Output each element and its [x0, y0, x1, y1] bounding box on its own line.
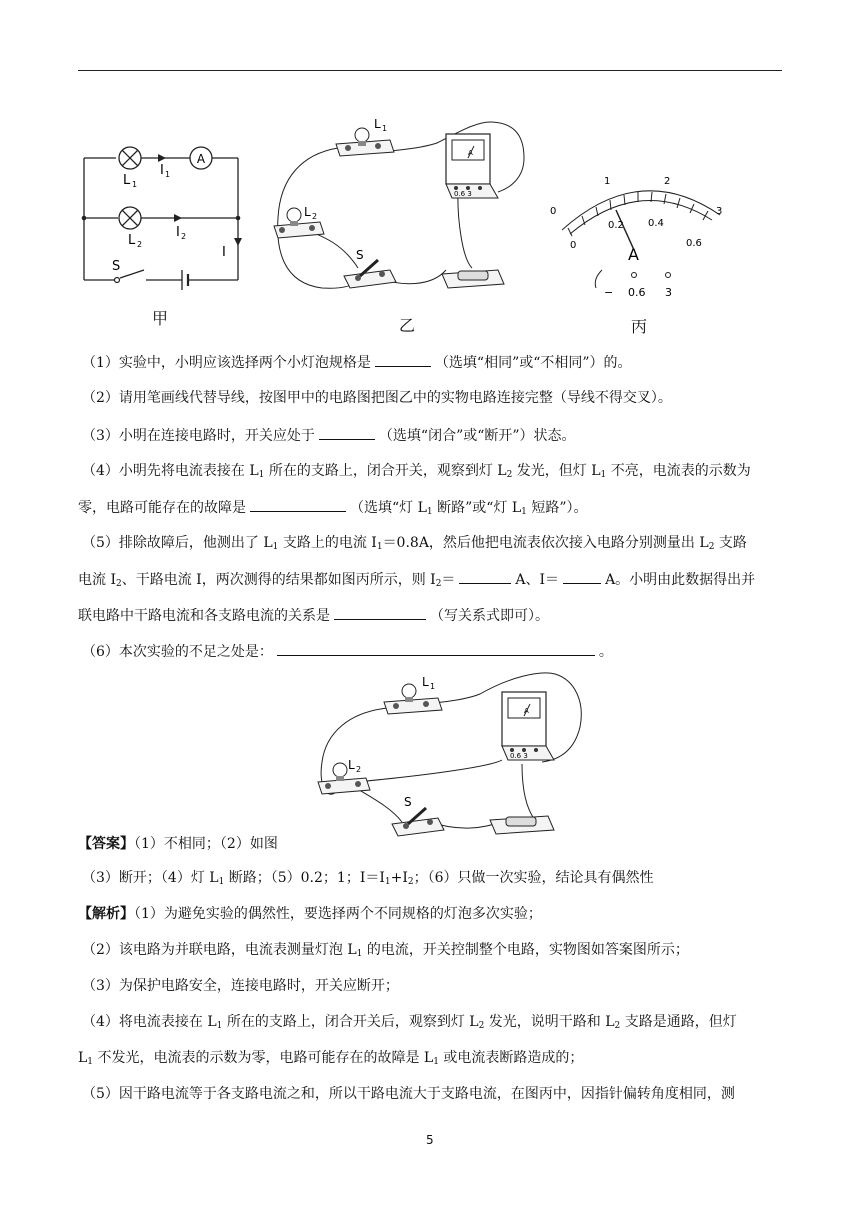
minus-terminal: − — [604, 286, 614, 299]
bottom-scale-0-2: 0.2 — [608, 220, 624, 231]
switch-label: S — [404, 795, 412, 809]
answer-blank[interactable] — [277, 641, 595, 656]
switch-label: S — [356, 248, 364, 262]
question-4-line-2: 零，电路可能存在的故障是 （选填“灯 $L_1$ 断路”或“灯 $L_1$ 短路”）。 — [78, 497, 588, 518]
answer-blank[interactable] — [250, 497, 346, 512]
question-4-line-1: （4）小明先将电流表接在 $L_1$ 所在的支路上，闭合开关，观察到灯 $L_2$ 发光，但灯 $L_1$ 不亮，电流表的示数为 — [82, 463, 751, 480]
bottom-scale-0-4: 0.4 — [648, 218, 664, 229]
figure-yi-caption: 乙 — [399, 316, 416, 335]
l2-sub: 2 — [356, 765, 362, 774]
figure-bing-ammeter-dial — [540, 170, 740, 310]
i2-sub: 2 — [181, 232, 187, 241]
terminal-3: 3 — [665, 286, 672, 299]
l2-sub: 2 — [137, 240, 143, 249]
analysis-tag: 【解析】 — [78, 906, 134, 922]
l1-label: L — [422, 675, 429, 689]
l1-sub: 1 — [382, 124, 388, 133]
analysis-line-4: （4）将电流表接在 $L_1$ 所在的支路上，闭合开关后，观察到灯 $L_2$ 发光，说明干路和 $L_2$ 支路是通路，但灯 — [82, 1014, 737, 1031]
figure-bing-caption: 丙 — [631, 317, 648, 336]
answer-blank[interactable] — [334, 605, 426, 620]
bottom-scale-0-6: 0.6 — [686, 238, 702, 249]
i2-label: I — [176, 225, 180, 240]
ammeter-label: A — [196, 152, 206, 166]
question-6: （6）本次实验的不足之处是： 。 — [82, 641, 613, 662]
question-5-line-1: （5）排除故障后，他测出了 $L_1$ 支路上的电流 $I_1=0.8A$，然后他把电流表依次接入电路分别测量出 $L_2$ 支路 — [82, 535, 747, 552]
answer-tag: 【答案】 — [78, 836, 134, 852]
i-label: I — [222, 245, 226, 260]
analysis-line-3: （3）为保护电路安全，连接电路时，开关应断开； — [82, 978, 399, 994]
figure-yi-physical-circuit — [262, 118, 532, 303]
unit-label: A — [628, 245, 639, 264]
analysis-line-5: $L_1$ 不发光，电流表的示数为零，电路可能存在的故障是 $L_1$ 或电流表断路造成的； — [78, 1050, 584, 1067]
l1-label: L — [374, 117, 381, 131]
l2-label: L — [348, 758, 355, 772]
top-scale-1: 1 — [604, 176, 611, 187]
figure-jia-circuit-diagram — [78, 140, 258, 300]
ammeter-scale: 0.6 3 — [510, 752, 528, 760]
l1-label: L — [123, 173, 131, 188]
analysis-line-1: 【解析】（1）为避免实验的偶然性，要选择两个不同规格的灯泡多次实验； — [78, 906, 542, 922]
l2-label: L — [304, 205, 311, 219]
bottom-scale-0: 0 — [570, 240, 577, 251]
analysis-line-6: （5）因干路电流等于各支路电流之和，所以干路电流大于支路电流，在图丙中，因指针偏转角度相同，测 — [82, 1086, 735, 1102]
question-5-line-3: 联电路中干路电流和各支路电流的关系是 （写关系式即可）。 — [78, 605, 549, 626]
top-scale-2: 2 — [664, 176, 671, 187]
ammeter-label: A — [468, 149, 473, 157]
switch-label: S — [112, 259, 121, 274]
i1-label: I — [160, 163, 164, 178]
header-rule — [78, 70, 782, 71]
ammeter-label: A — [524, 707, 529, 715]
l2-sub: 2 — [312, 212, 318, 221]
ammeter-scale: 0.6 3 — [454, 190, 472, 198]
question-5-line-2: 电流 $I_2$、干路电流 I，两次测得的结果都如图丙所示，则 $I_2= A$、I＝ A。小明由此数据得出并 — [78, 569, 755, 590]
i1-sub: 1 — [165, 170, 171, 179]
answer-blank[interactable] — [319, 425, 375, 440]
top-scale-0: 0 — [550, 206, 557, 217]
answer-blank[interactable] — [563, 569, 601, 584]
l1-sub: 1 — [430, 682, 436, 691]
question-2: （2）请用笔画线代替导线，按图甲中的电路图把图乙中的实物电路连接完整（导线不得交叉）。 — [82, 390, 672, 406]
question-3: （3）小明在连接电路时，开关应处于 （选填“闭合”或“断开”）状态。 — [82, 425, 576, 446]
top-scale-3: 3 — [716, 206, 723, 217]
terminal-0-6: 0.6 — [628, 286, 646, 299]
answer-line-1: 【答案】（1）不相同；（2）如图 — [78, 836, 278, 852]
page-number: 5 — [426, 1133, 434, 1147]
figure-jia-caption: 甲 — [152, 309, 169, 328]
question-1: （1）实验中，小明应该选择两个小灯泡规格是 （选填“相同”或“不相同”）的。 — [82, 352, 632, 373]
answer-figure-physical-circuit — [310, 672, 590, 842]
answer-blank[interactable] — [459, 569, 511, 584]
l1-sub: 1 — [132, 180, 138, 189]
analysis-line-2: （2）该电路为并联电路，电流表测量灯泡 $L_1$ 的电流，开关控制整个电路，实物图如答案图所示； — [82, 942, 689, 959]
answer-blank[interactable] — [375, 352, 431, 367]
answer-line-2: （3）断开；（4）灯 $L_1$ 断路；（5）0.2；1；$I=I_1+I_2$；（6）只做一次实验，结论具有偶然性 — [82, 870, 654, 887]
l2-label: L — [128, 233, 136, 248]
